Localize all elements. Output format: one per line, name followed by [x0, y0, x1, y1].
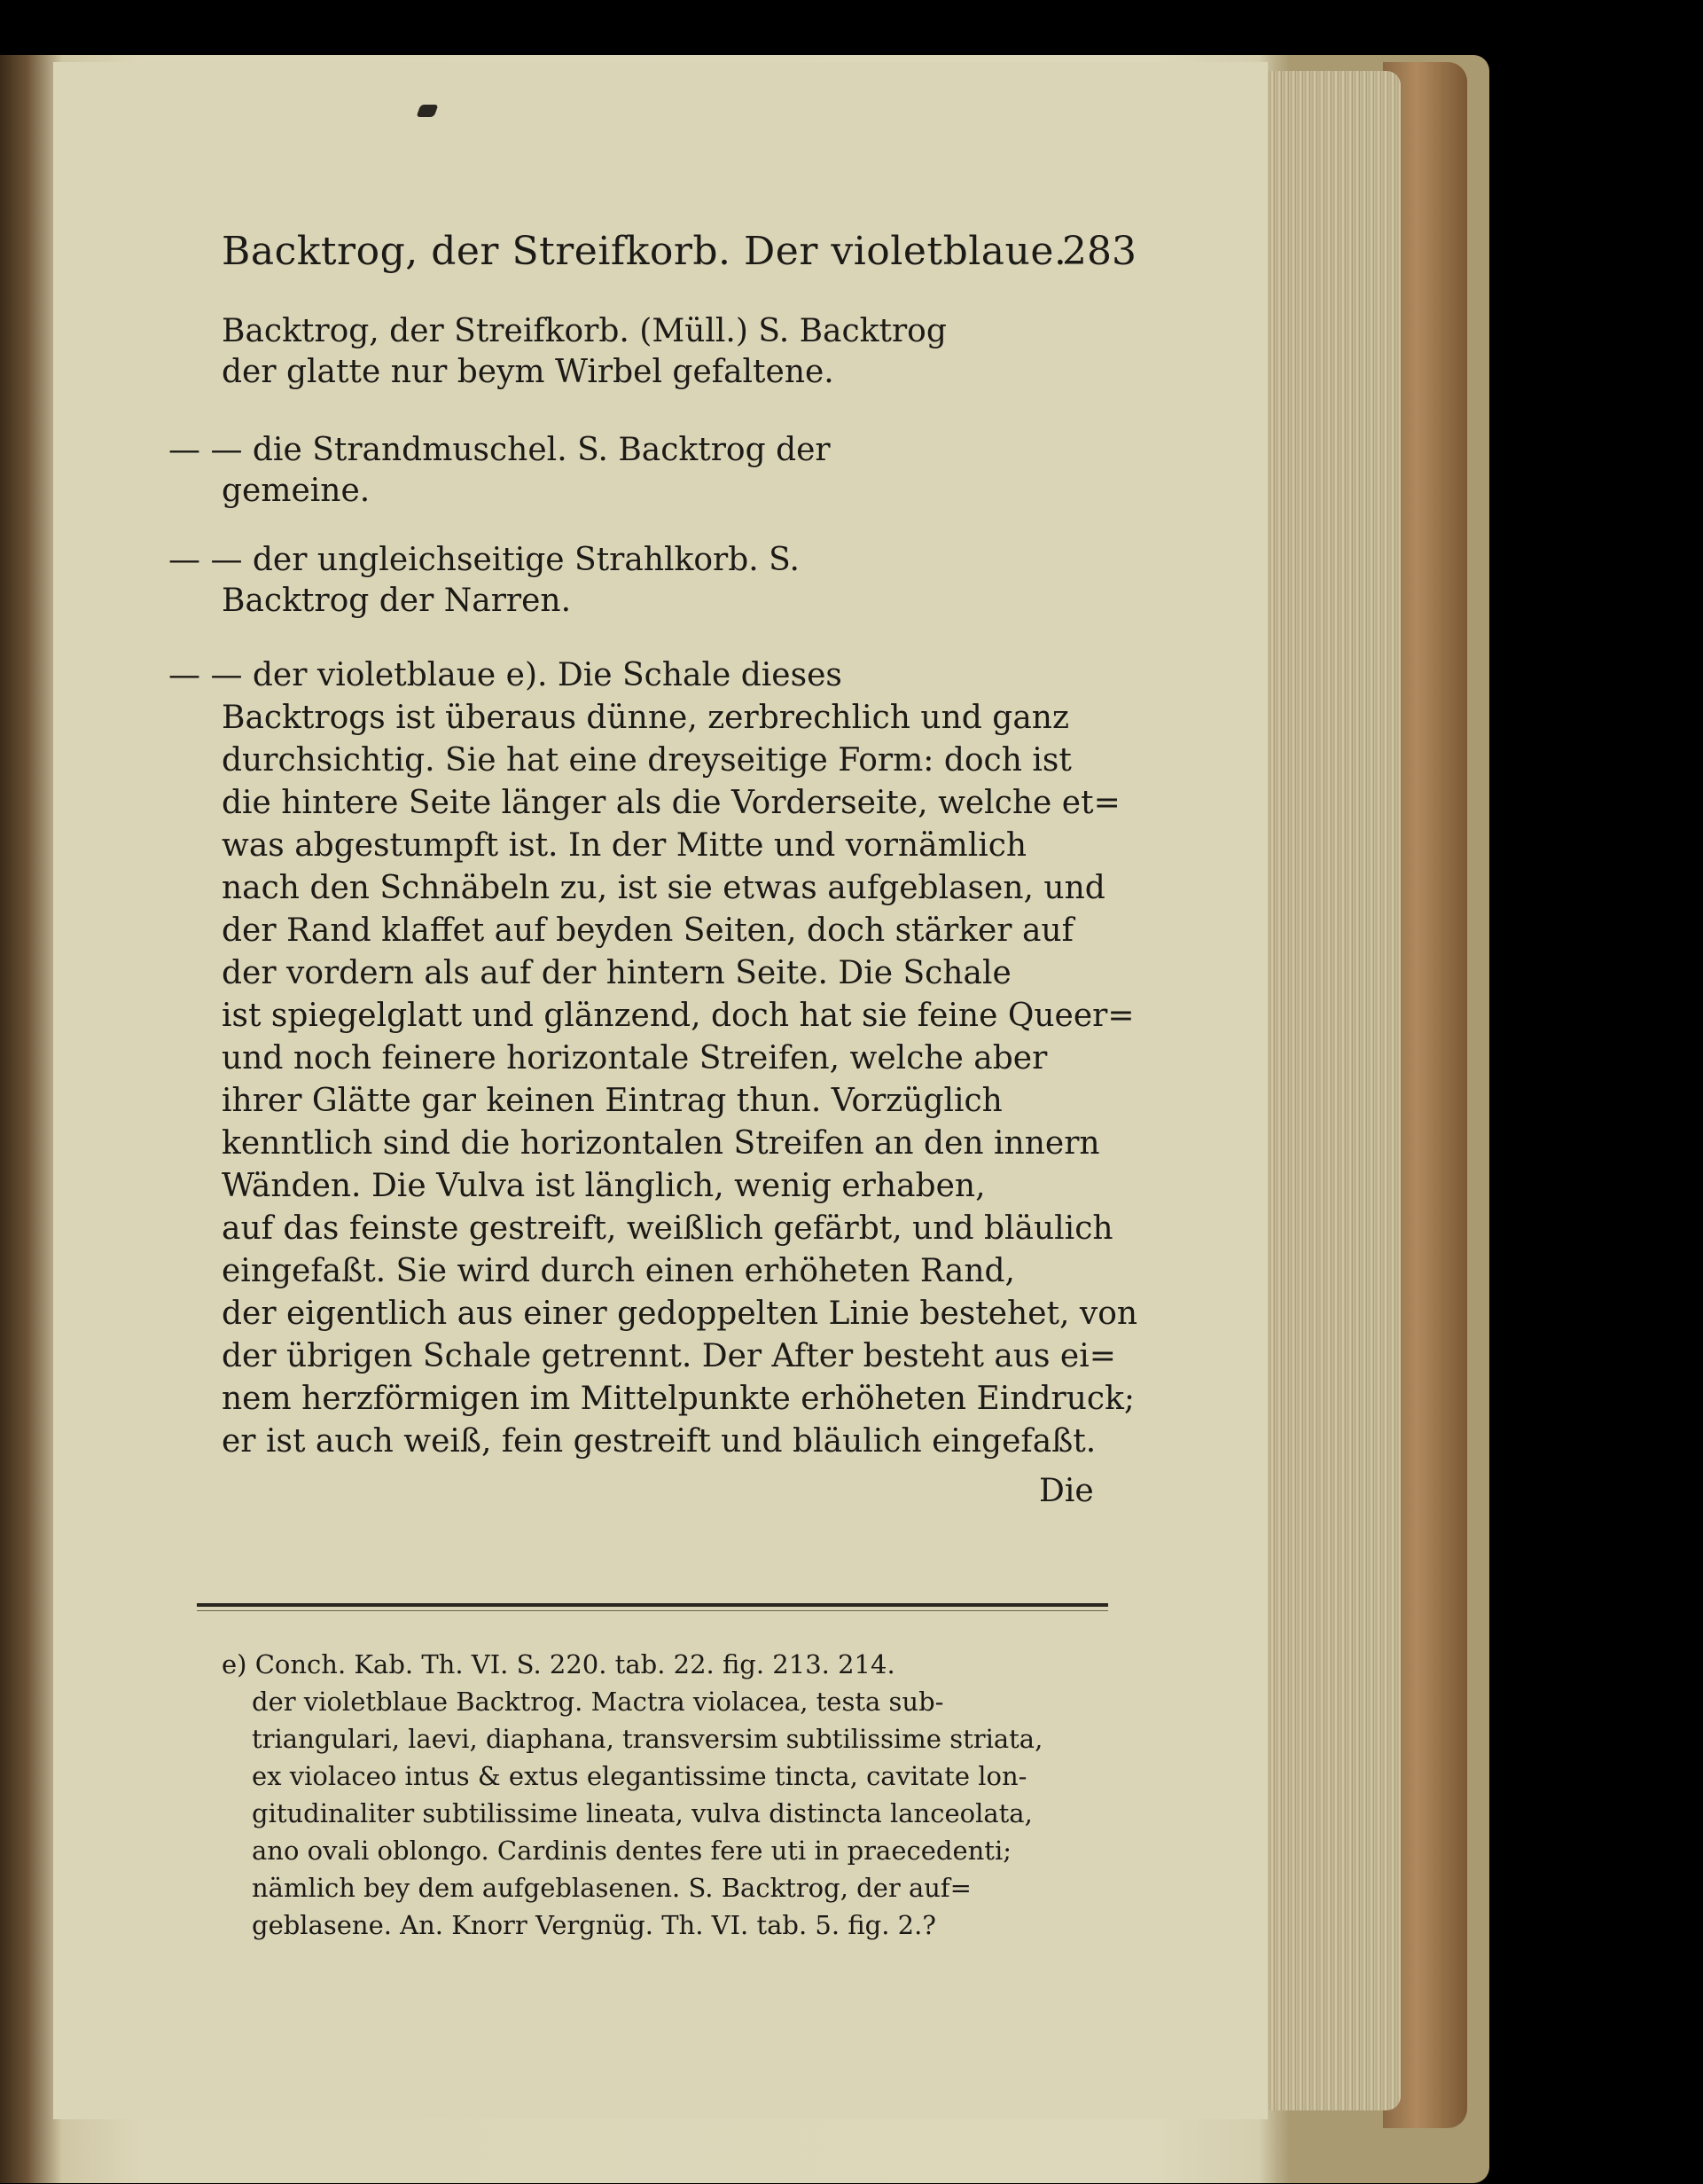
entry-4-line-19: er ist auch weiß, fein gestreift und bläulich eingefaßt.	[222, 1423, 1097, 1460]
entry-4-line-1: — — der violetblaue e). Die Schale dieses	[168, 657, 842, 693]
entry-4-line-2: Backtrogs ist überaus dünne, zerbrechlich und ganz	[222, 700, 1069, 736]
entry-4-line-12: kenntlich sind die horizontalen Streifen an den innern	[222, 1125, 1100, 1162]
entry-4-line-11: ihrer Glätte gar keinen Eintrag thun. Vorzüglich	[222, 1083, 1003, 1119]
footnote-line-6: ano ovali oblongo. Cardinis dentes fere uti in praecedenti;	[252, 1836, 1012, 1866]
page-number: 283	[1062, 229, 1137, 274]
entry-4-line-17: der übrigen Schale getrennt. Der After besteht aus ei=	[222, 1338, 1116, 1374]
entry-1-line-1: Backtrog, der Streifkorb. (Müll.) S. Backtrog	[222, 313, 947, 349]
footnote-line-2: der violetblaue Backtrog. Mactra violacea, testa sub-	[252, 1687, 944, 1717]
footnote-line-4: ex violaceo intus & extus elegantissime tincta, cavitate lon-	[252, 1761, 1027, 1791]
entry-4-line-8: der vordern als auf der hintern Seite. Die Schale	[222, 955, 1012, 991]
entry-4-line-9: ist spiegelglatt und glänzend, doch hat sie feine Queer=	[222, 998, 1135, 1034]
entry-4-line-18: nem herzförmigen im Mittelpunkte erhöheten Eindruck;	[222, 1381, 1136, 1417]
entry-1-line-2: der glatte nur beym Wirbel gefaltene.	[222, 354, 834, 390]
footnote-line-3: triangulari, laevi, diaphana, transversim subtilissime striata,	[252, 1724, 1043, 1754]
entry-2-line-2: gemeine.	[222, 473, 371, 509]
entry-4-line-16: der eigentlich aus einer gedoppelten Linie bestehet, von	[222, 1296, 1138, 1332]
entry-4-line-3: durchsichtig. Sie hat eine dreyseitige Form: doch ist	[222, 742, 1072, 779]
catchword: Die	[1039, 1473, 1094, 1509]
footnote-line-7: nämlich bey dem aufgeblasenen. S. Backtrog, der auf=	[252, 1873, 972, 1903]
footnote-rule	[197, 1603, 1108, 1607]
entry-4-line-6: nach den Schnäbeln zu, ist sie etwas aufgeblasen, und	[222, 870, 1105, 906]
footnote-line-5: gitudinaliter subtilissime lineata, vulva distincta lanceolata,	[252, 1798, 1033, 1828]
footnote-line-8: geblasene. An. Knorr Vergnüg. Th. VI. tab. 5. fig. 2.?	[252, 1910, 936, 1940]
entry-4-line-5: was abgestumpft ist. In der Mitte und vornämlich	[222, 827, 1027, 864]
entry-4-line-7: der Rand klaffet auf beyden Seiten, doch stärker auf	[222, 912, 1074, 949]
entry-3-line-2: Backtrog der Narren.	[222, 583, 572, 619]
footnote-line-1: e) Conch. Kab. Th. VI. S. 220. tab. 22. fig. 213. 214.	[222, 1649, 895, 1679]
entry-3-line-1: — — der ungleichseitige Strahlkorb. S.	[168, 542, 801, 578]
footnote-rule-thin	[197, 1610, 1108, 1611]
entry-4-line-14: auf das feinste gestreift, weißlich gefärbt, und bläulich	[222, 1210, 1113, 1247]
running-title: Backtrog, der Streifkorb. Der violetblaue.	[222, 229, 1067, 274]
entry-4-line-4: die hintere Seite länger als die Vorderseite, welche et=	[222, 785, 1121, 821]
entry-4-line-10: und noch feinere horizontale Streifen, welche aber	[222, 1040, 1048, 1076]
entry-4-line-13: Wänden. Die Vulva ist länglich, wenig erhaben,	[222, 1168, 986, 1204]
page-edges	[1268, 71, 1401, 2110]
entry-4-line-15: eingefaßt. Sie wird durch einen erhöheten Rand,	[222, 1253, 1015, 1289]
entry-2-line-1: — — die Strandmuschel. S. Backtrog der	[168, 432, 831, 468]
